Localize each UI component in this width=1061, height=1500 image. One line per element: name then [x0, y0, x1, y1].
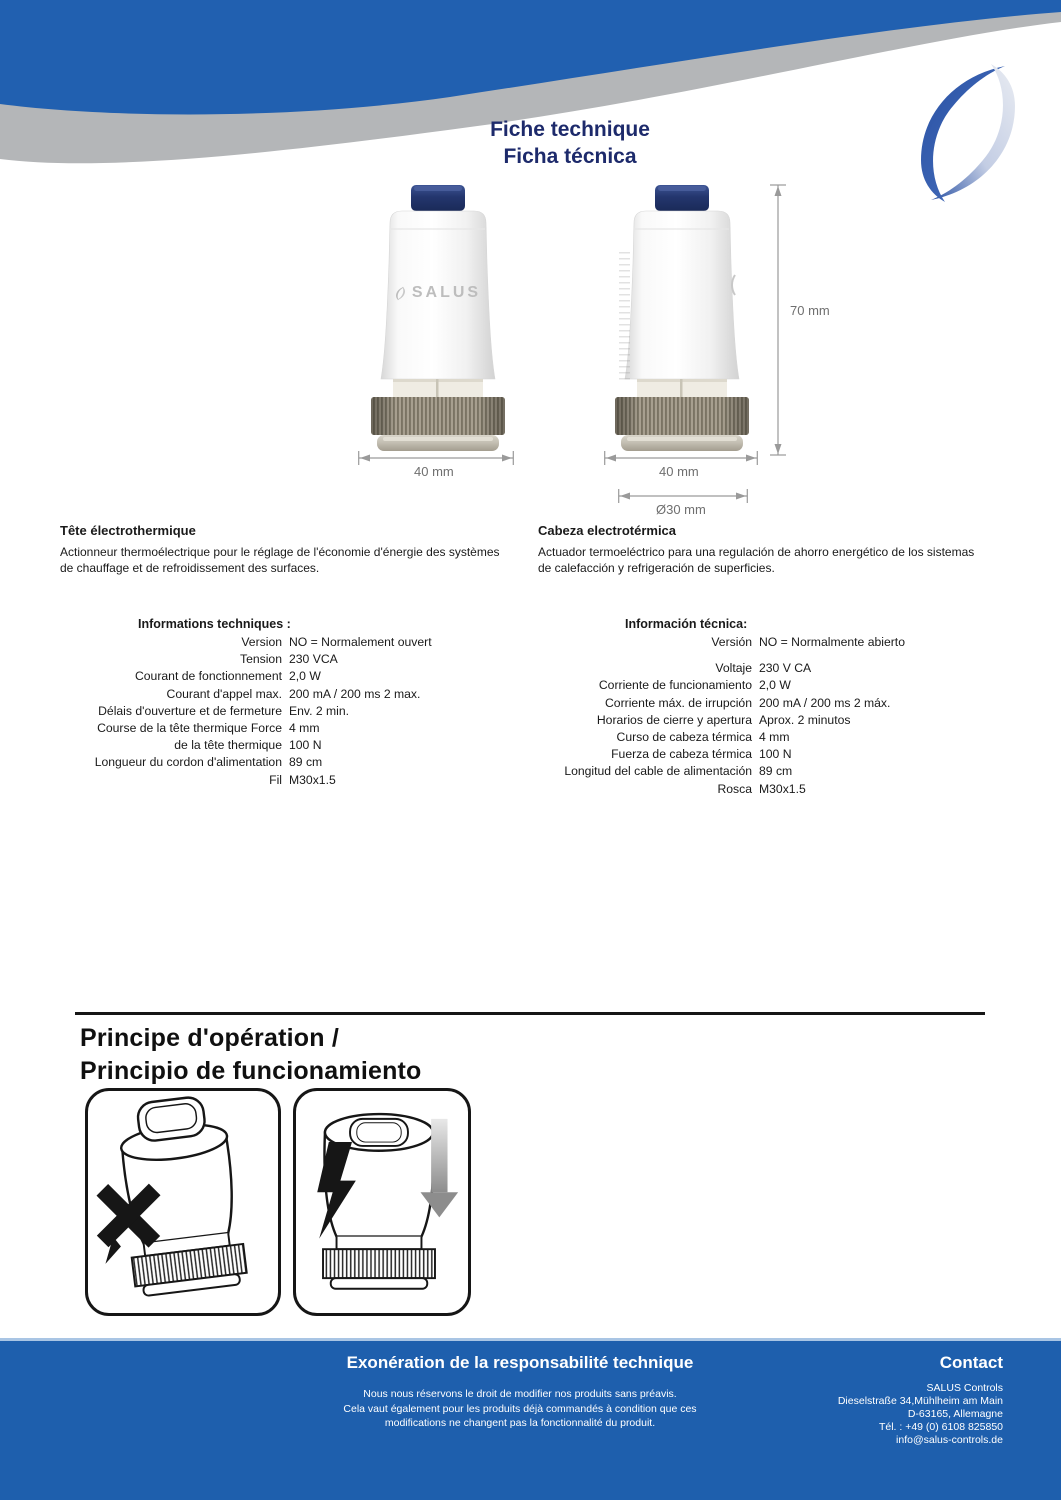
spec-label: Versión [711, 635, 752, 649]
spec-row [60, 737, 432, 754]
contact-email: info@salus-controls.de [896, 1434, 1003, 1446]
contact-phone: Tél. : +49 (0) 6108 825850 [878, 1421, 1003, 1433]
spec-label: Version [241, 635, 282, 649]
spec-label: Longueur du cordon d'alimentation [94, 755, 282, 770]
contact-block [723, 1353, 1003, 1447]
fr-section-description: Actionneur thermoélectrique pour le réglage de l'économie d'énergie des systèmes de chauffage et de refroidissement des surfaces. [60, 545, 500, 575]
fr-table-title: Informations techniques : [138, 617, 291, 631]
spec-value: 200 mA / 200 ms 2 máx. [759, 695, 891, 710]
principle-title-fr: Principe d'opération / [80, 1024, 339, 1052]
spec-label: Courant de fonctionnement [134, 669, 282, 684]
spec-value: 89 cm [289, 755, 323, 770]
es-spec-table [538, 634, 905, 798]
principle-title-es: Principio de funcionamiento [80, 1057, 422, 1085]
dimension-width-left-label: 40 mm [414, 464, 454, 479]
spec-row [60, 754, 432, 771]
spec-row [60, 651, 432, 668]
fr-section-heading: Tête électrothermique [60, 523, 196, 538]
spec-label: Fil [269, 772, 282, 787]
actuator-line-drawing-idle [88, 1091, 272, 1307]
spec-row [60, 668, 432, 685]
disclaimer-line: Cela vaut également pour les produits déjà commandés à condition que ces [343, 1402, 697, 1415]
spec-value: 2,0 W [289, 669, 321, 684]
spec-value: Env. 2 min. [289, 703, 350, 718]
page-title-es: Ficha técnica [503, 145, 637, 168]
spec-row [538, 763, 905, 780]
spec-value: 230 VCA [289, 652, 338, 667]
disclaimer-line: Nous nous réservons le droit de modifier nos produits sans préavis. [363, 1388, 677, 1400]
fr-spec-table [60, 634, 432, 789]
spec-row [538, 695, 905, 712]
operation-step-powered [293, 1088, 471, 1316]
footer-band [0, 1338, 1061, 1500]
spec-row [60, 720, 432, 737]
spec-row [538, 729, 905, 746]
dimension-height-label: 70 mm [790, 303, 830, 318]
dimension-line-height [768, 184, 828, 456]
brand-swoosh-icon [393, 286, 408, 301]
spec-value: 2,0 W [759, 678, 791, 693]
contact-city: D-63165, Allemagne [907, 1408, 1003, 1420]
spec-row [538, 677, 905, 694]
spec-value: 100 N [759, 747, 792, 762]
es-section-heading: Cabeza electrotérmica [538, 523, 677, 538]
spec-label: Courant d'appel max. [166, 686, 282, 701]
spec-row [538, 634, 905, 651]
spec-label: de la tête thermique [174, 738, 282, 753]
section-divider-rule [75, 1012, 985, 1015]
spec-label: Longitud del cable de alimentación [564, 764, 752, 779]
spec-row [60, 634, 432, 651]
spec-value: 4 mm [759, 730, 790, 745]
dimension-line-diameter [618, 489, 748, 503]
spec-label: Délais d'ouverture et de fermeture [98, 703, 282, 718]
actuator-front-image [363, 183, 513, 455]
spec-row [538, 781, 905, 798]
actuator-brand-mark [381, 284, 493, 302]
page-title-fr: Fiche technique [490, 118, 650, 141]
contact-company: SALUS Controls [926, 1382, 1003, 1394]
disclaimer-block [315, 1353, 725, 1431]
spec-label: Curso de cabeza térmica [616, 730, 752, 745]
spec-label: Corriente máx. de irrupción [605, 695, 752, 710]
spec-label: Fuerza de cabeza térmica [611, 747, 752, 762]
page-title [380, 116, 760, 170]
salus-swoosh-logo-icon [893, 62, 1043, 202]
spec-value: M30x1.5 [289, 772, 336, 787]
spec-row [60, 703, 432, 720]
disclaimer-line: modifications ne changent pas la fonctionnalité du produit. [384, 1417, 656, 1429]
spec-value: 200 mA / 200 ms 2 max. [289, 686, 421, 701]
spec-row [538, 712, 905, 729]
es-section-description: Actuador termoeléctrico para una regulación de ahorro energético de los sistemas de calefacción y refrigeración de superficies. [538, 545, 975, 575]
spec-value: 100 N [289, 738, 322, 753]
spec-value: 230 V CA [759, 661, 812, 676]
spec-value: NO = Normalement ouvert [289, 635, 432, 649]
es-table-title: Información técnica: [625, 617, 748, 631]
spec-label: Horarios de cierre y apertura [596, 712, 752, 727]
contact-street: Dieselstraße 34,Mühlheim am Main [837, 1395, 1003, 1407]
operation-step-no-power [85, 1088, 281, 1316]
spec-label: Tension [239, 652, 282, 667]
contact-title: Contact [939, 1353, 1003, 1372]
spec-label: Rosca [717, 781, 752, 796]
side-swoosh-mark [732, 275, 735, 295]
spec-value: 4 mm [289, 721, 320, 736]
spec-row [538, 746, 905, 763]
spec-row-spacer [538, 651, 905, 660]
actuator-line-drawing-actuated [296, 1091, 462, 1307]
dimension-diameter-label: Ø30 mm [656, 502, 706, 517]
spec-label: Corriente de funcionamiento [598, 678, 752, 693]
product-label-text-marks [619, 252, 630, 380]
dimension-width-right-label: 40 mm [659, 464, 699, 479]
spec-label: Voltaje [715, 661, 752, 676]
spec-value: NO = Normalmente abierto [759, 635, 905, 649]
disclaimer-title: Exonération de la responsabilité technique [346, 1353, 694, 1372]
spec-row [60, 686, 432, 703]
brand-text: SALUS [411, 284, 482, 301]
spec-label: Course de la tête thermique Force [97, 721, 282, 736]
dimension-line-width-left [358, 451, 514, 465]
dimension-line-width-right [604, 451, 758, 465]
spec-value: M30x1.5 [759, 781, 806, 796]
spec-value: 89 cm [759, 764, 793, 779]
spec-row [60, 772, 432, 789]
spec-value: Aprox. 2 minutos [759, 712, 851, 727]
spec-row [538, 660, 905, 677]
principle-section-title [80, 1022, 422, 1088]
